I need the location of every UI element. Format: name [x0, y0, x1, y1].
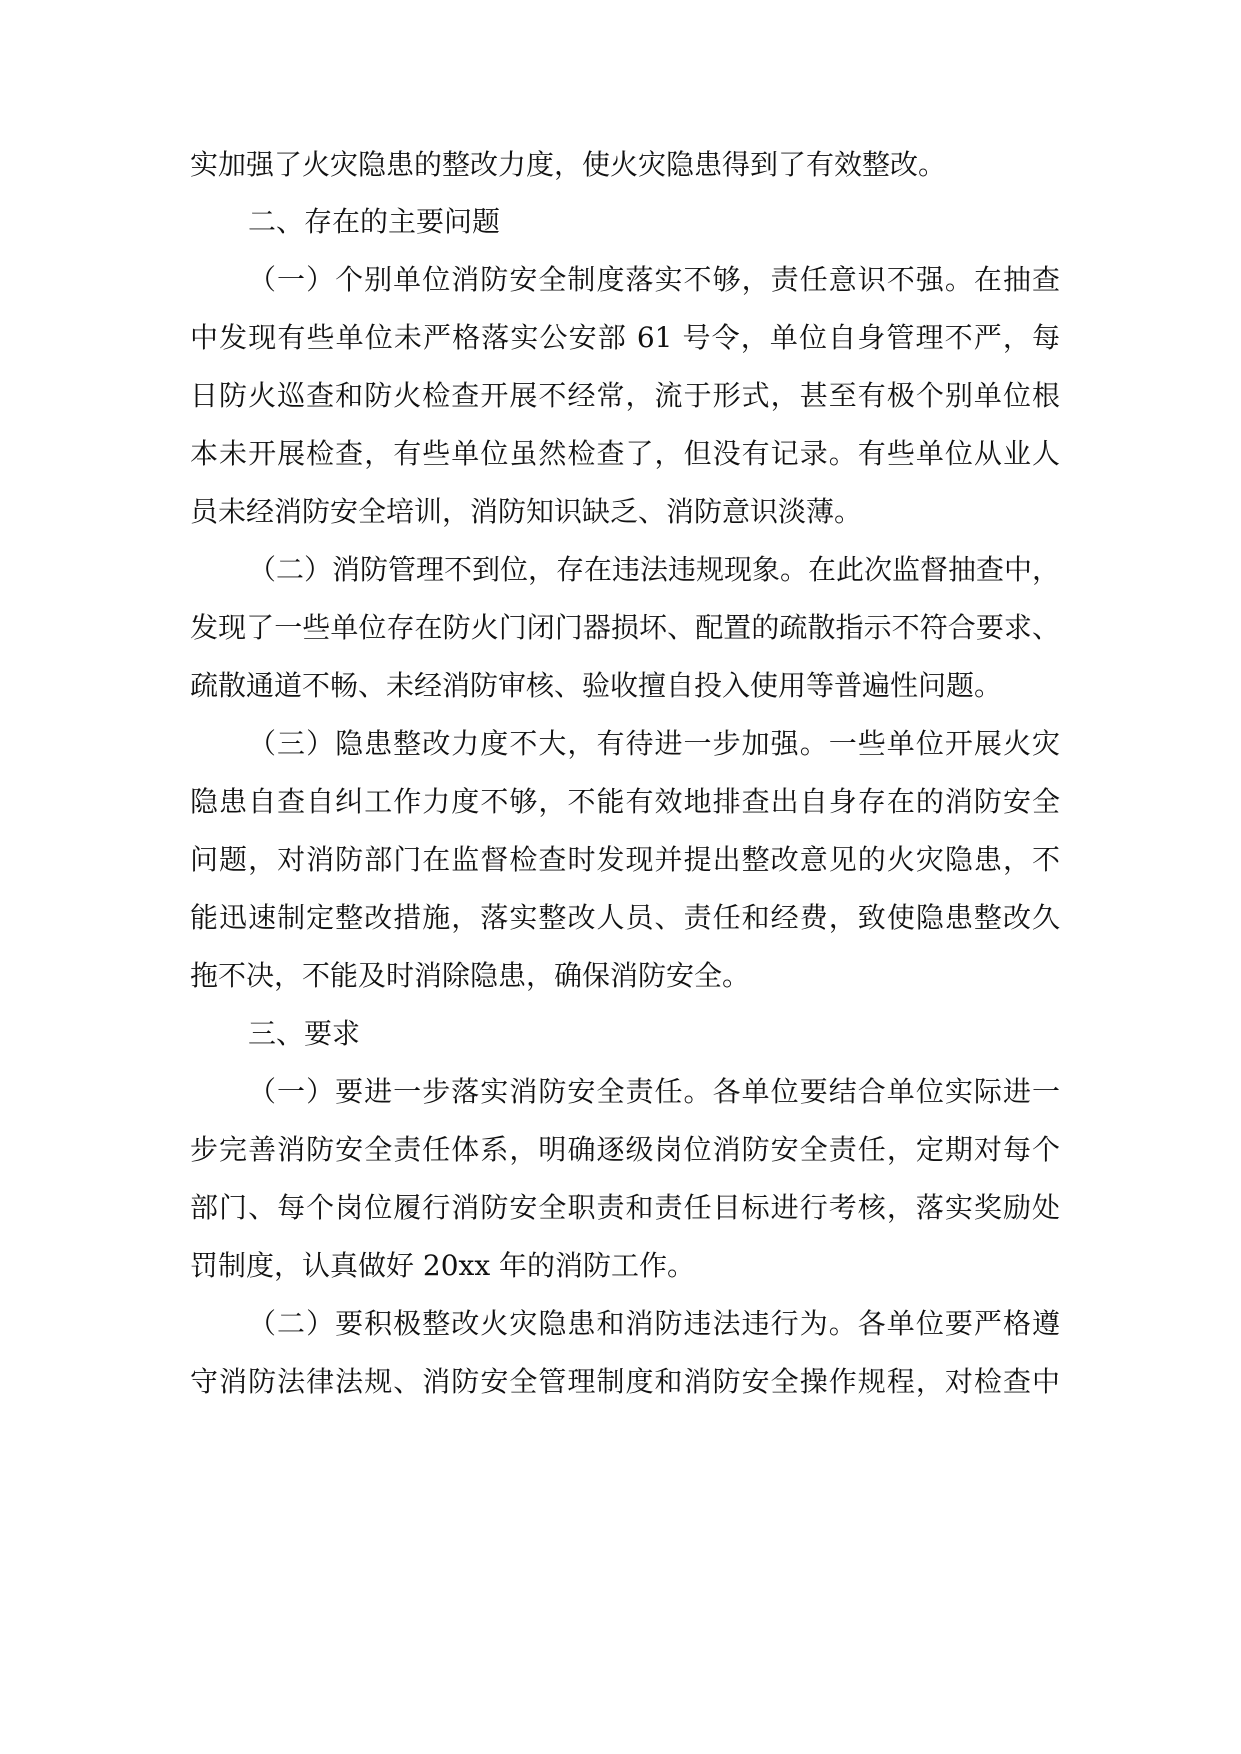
text-line: 实加强了火灾隐患的整改力度，使火灾隐患得到了有效整改。: [190, 148, 947, 181]
text-line: 能迅速制定整改措施，落实整改人员、责任和经费，致使隐患整改久: [190, 901, 1060, 934]
text-line: 隐患自查自纠工作力度不够，不能有效地排查出自身存在的消防安全: [190, 785, 1060, 818]
text-line: （一）个别单位消防安全制度落实不够，责任意识不强。在抽查: [248, 263, 1060, 296]
text-line: （一）要进一步落实消防安全责任。各单位要结合单位实际进一: [248, 1075, 1060, 1108]
text-line: 问题，对消防部门在监督检查时发现并提出整改意见的火灾隐患，不: [190, 843, 1060, 876]
text-line: 罚制度，认真做好 20xx 年的消防工作。: [190, 1249, 696, 1282]
text-line: 本未开展检查，有些单位虽然检查了，但没有记录。有些单位从业人: [190, 437, 1060, 470]
text-line: 部门、每个岗位履行消防安全职责和责任目标进行考核，落实奖励处: [190, 1191, 1060, 1224]
text-line: （二）消防管理不到位，存在违法违规现象。在此次监督抽查中，: [248, 553, 1061, 586]
text-line: 守消防法律法规、消防安全管理制度和消防安全操作规程，对检查中: [190, 1365, 1060, 1398]
text-line: 员未经消防安全培训，消防知识缺乏、消防意识淡薄。: [190, 495, 863, 528]
section-heading: 三、要求: [248, 1017, 361, 1050]
text-line: （二）要积极整改火灾隐患和消防违法违行为。各单位要严格遵: [248, 1307, 1060, 1340]
text-line: 发现了一些单位存在防火门闭门器损坏、配置的疏散指示不符合要求、: [190, 611, 1060, 644]
text-line: 步完善消防安全责任体系，明确逐级岗位消防安全责任，定期对每个: [190, 1133, 1060, 1166]
text-line: （三）隐患整改力度不大，有待进一步加强。一些单位开展火灾: [248, 727, 1060, 760]
text-line: 中发现有些单位未严格落实公安部 61 号令，单位自身管理不严，每: [190, 321, 1060, 354]
text-line: 疏散通道不畅、未经消防审核、验收擅自投入使用等普遍性问题。: [190, 669, 1003, 702]
section-heading: 二、存在的主要问题: [248, 205, 501, 238]
text-line: 日防火巡查和防火检查开展不经常，流于形式，甚至有极个别单位根: [190, 379, 1060, 412]
text-line: 拖不决，不能及时消除隐患，确保消防安全。: [190, 959, 751, 992]
